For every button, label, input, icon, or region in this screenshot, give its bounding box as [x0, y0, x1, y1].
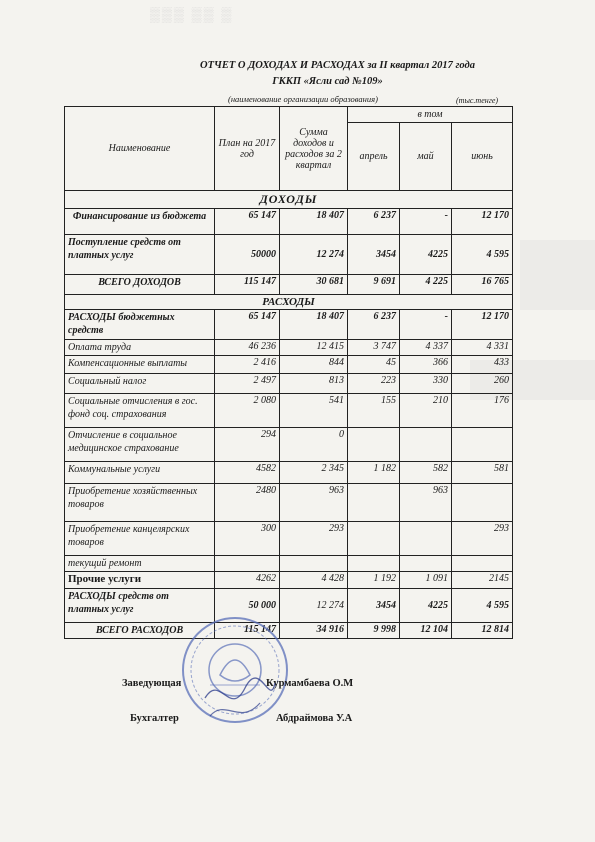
cell-may: 330: [400, 374, 452, 394]
row-name: РАСХОДЫ бюджетных средств: [65, 310, 215, 340]
col-sum-header: Сумма доходов и расходов за 2 квартал: [280, 107, 348, 191]
table-row: [65, 572, 513, 589]
cell-june: 4 595: [452, 589, 513, 623]
cell-sum: 0: [280, 428, 348, 462]
row-name: Социальные отчисления в гос. фонд соц. страхования: [65, 394, 215, 428]
cell-plan: 115 147: [215, 623, 280, 639]
cell-may: 582: [400, 462, 452, 484]
cell-may: -: [400, 209, 452, 235]
row-name: РАСХОДЫ средств от платных услуг: [65, 589, 215, 623]
cell-plan: 115 147: [215, 275, 280, 295]
bleed-through-mark: ▒▒▒ ▒▒ ▒: [150, 6, 234, 22]
accountant-name: Абдраймова У.А: [276, 713, 353, 724]
cell-april: [348, 556, 400, 572]
cell-june: 12 170: [452, 209, 513, 235]
cell-sum: 813: [280, 374, 348, 394]
row-name: текущий ремонт: [65, 556, 215, 572]
cell-april: 1 192: [348, 572, 400, 589]
cell-june: 12 170: [452, 310, 513, 340]
cell-june: 12 814: [452, 623, 513, 639]
col-june-header: июнь: [452, 123, 513, 191]
cell-plan: 4262: [215, 572, 280, 589]
table-row: [65, 522, 513, 556]
cell-sum: 18 407: [280, 310, 348, 340]
cell-may: 4225: [400, 589, 452, 623]
cell-april: 3454: [348, 235, 400, 275]
cell-june: [452, 428, 513, 462]
row-name: Компенсационные выплаты: [65, 356, 215, 374]
row-name: Оплата труда: [65, 340, 215, 356]
cell-april: 3454: [348, 589, 400, 623]
table-row: [65, 340, 513, 356]
table-row: [65, 394, 513, 428]
cell-sum: 12 415: [280, 340, 348, 356]
cell-may: [400, 556, 452, 572]
cell-plan: 2 497: [215, 374, 280, 394]
col-may-header: май: [400, 123, 452, 191]
bleed-band: [520, 240, 595, 310]
cell-april: [348, 484, 400, 522]
section-income: ДОХОДЫ: [65, 191, 513, 209]
cell-april: 9 691: [348, 275, 400, 295]
cell-may: 4 225: [400, 275, 452, 295]
income-total-row: [65, 275, 513, 295]
cell-sum: 963: [280, 484, 348, 522]
row-name: Приобретение хозяйственных товаров: [65, 484, 215, 522]
row-name: Прочие услуги: [65, 572, 215, 589]
row-name: Финансирование из бюджета: [65, 209, 215, 235]
cell-may: [400, 522, 452, 556]
cell-june: 581: [452, 462, 513, 484]
cell-plan: 2 080: [215, 394, 280, 428]
report-table: [64, 106, 513, 639]
cell-april: 155: [348, 394, 400, 428]
cell-april: 45: [348, 356, 400, 374]
cell-sum: 4 428: [280, 572, 348, 589]
cell-sum: [280, 556, 348, 572]
cell-may: 210: [400, 394, 452, 428]
row-name: ВСЕГО ДОХОДОВ: [65, 275, 215, 295]
cell-plan: 50000: [215, 235, 280, 275]
org-caption: (наименование организации образования): [228, 94, 378, 104]
table-row: [65, 556, 513, 572]
cell-may: 963: [400, 484, 452, 522]
cell-plan: 50 000: [215, 589, 280, 623]
cell-may: [400, 428, 452, 462]
row-name: Отчисление в социальное медицинское страхование: [65, 428, 215, 462]
row-name: Приобретение канцелярских товаров: [65, 522, 215, 556]
col-including-header: в том: [348, 107, 513, 123]
table-row: [65, 462, 513, 484]
cell-may: 366: [400, 356, 452, 374]
cell-plan: 2 416: [215, 356, 280, 374]
cell-june: 260: [452, 374, 513, 394]
table-row: [65, 209, 513, 235]
cell-april: 6 237: [348, 209, 400, 235]
cell-plan: 294: [215, 428, 280, 462]
cell-june: 2145: [452, 572, 513, 589]
cell-plan: 65 147: [215, 209, 280, 235]
cell-plan: 300: [215, 522, 280, 556]
cell-sum: 30 681: [280, 275, 348, 295]
head-role: Заведующая: [122, 678, 182, 689]
cell-april: [348, 428, 400, 462]
cell-sum: 293: [280, 522, 348, 556]
cell-sum: 34 916: [280, 623, 348, 639]
table-row: [65, 484, 513, 522]
table-row: [65, 235, 513, 275]
cell-plan: 4582: [215, 462, 280, 484]
col-april-header: апрель: [348, 123, 400, 191]
cell-sum: 541: [280, 394, 348, 428]
row-name: Коммунальные услуги: [65, 462, 215, 484]
cell-june: 4 595: [452, 235, 513, 275]
cell-april: 6 237: [348, 310, 400, 340]
cell-may: 1 091: [400, 572, 452, 589]
report-title: ОТЧЕТ О ДОХОДАХ И РАСХОДАХ за II квартал 2017 года: [200, 60, 475, 71]
row-name: Поступление средств от платных услуг: [65, 235, 215, 275]
cell-may: 4225: [400, 235, 452, 275]
section-expense: РАСХОДЫ: [65, 295, 513, 310]
unit-label: (тыс.тенге): [456, 96, 499, 105]
cell-plan: 46 236: [215, 340, 280, 356]
table-row: [65, 374, 513, 394]
cell-sum: 18 407: [280, 209, 348, 235]
cell-april: 3 747: [348, 340, 400, 356]
cell-june: [452, 556, 513, 572]
table-row: [65, 356, 513, 374]
cell-april: [348, 522, 400, 556]
row-name: ВСЕГО РАСХОДОВ: [65, 623, 215, 639]
row-name: Социальный налог: [65, 374, 215, 394]
cell-plan: [215, 556, 280, 572]
cell-june: 293: [452, 522, 513, 556]
cell-april: 9 998: [348, 623, 400, 639]
cell-june: 16 765: [452, 275, 513, 295]
cell-plan: 2480: [215, 484, 280, 522]
cell-sum: 844: [280, 356, 348, 374]
cell-sum: 12 274: [280, 235, 348, 275]
col-plan-header: План на 2017 год: [215, 107, 280, 191]
table-row: [65, 310, 513, 340]
cell-may: -: [400, 310, 452, 340]
table-row: [65, 428, 513, 462]
cell-april: 223: [348, 374, 400, 394]
org-name: ГККП «Ясли сад №109»: [272, 76, 383, 87]
signature-scribble: [200, 668, 280, 728]
cell-sum: 12 274: [280, 589, 348, 623]
col-name-header: Наименование: [65, 107, 215, 191]
cell-june: 433: [452, 356, 513, 374]
cell-june: [452, 484, 513, 522]
cell-may: 4 337: [400, 340, 452, 356]
cell-sum: 2 345: [280, 462, 348, 484]
cell-june: 176: [452, 394, 513, 428]
cell-june: 4 331: [452, 340, 513, 356]
cell-plan: 65 147: [215, 310, 280, 340]
cell-may: 12 104: [400, 623, 452, 639]
head-name: Курмамбаева О.М: [266, 678, 354, 689]
accountant-role: Бухгалтер: [130, 713, 179, 724]
cell-april: 1 182: [348, 462, 400, 484]
